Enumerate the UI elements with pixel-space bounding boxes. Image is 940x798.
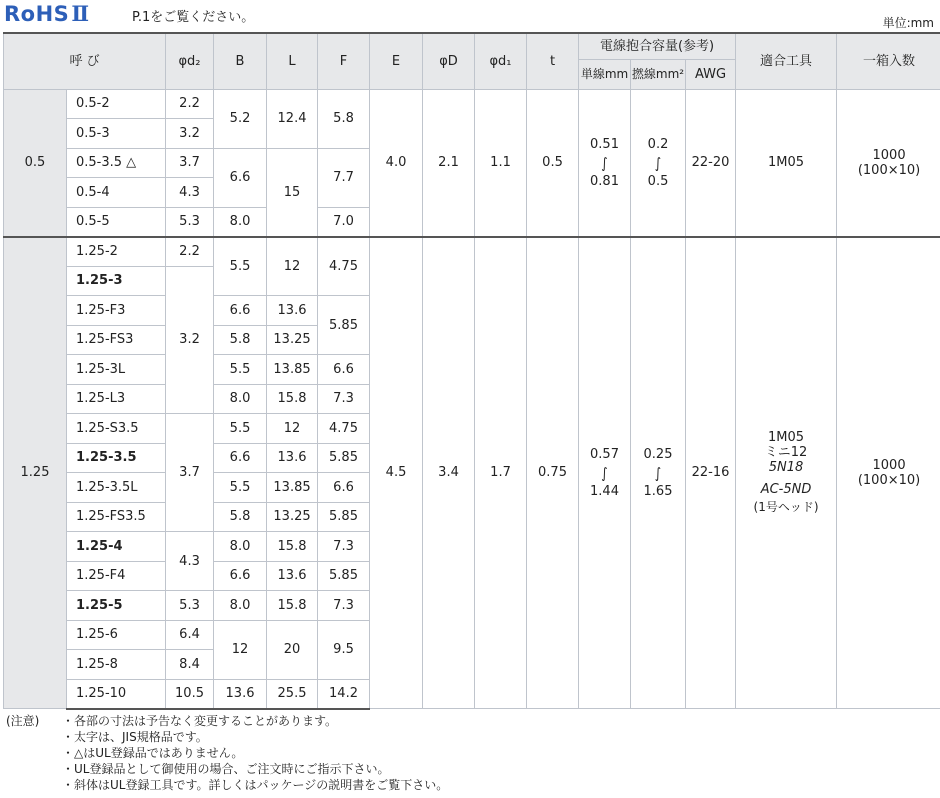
table-cell-b: 8.0 [214, 532, 267, 562]
note-item: ・斜体はUL登録工具です。詳しくはパッケージの説明書をご覧下さい。 [62, 778, 449, 792]
table-cell-name: 1.25-F4 [67, 561, 166, 591]
table-cell-d2: 4.3 [166, 532, 214, 591]
table-cell-d2: 3.2 [166, 119, 214, 149]
table-cell-l: 12 [267, 237, 318, 296]
table-cell-t: 0.5 [527, 89, 579, 237]
note-item: ・太字は、JIS規格品です。 [62, 730, 208, 744]
qty-value: 1000 [872, 457, 906, 473]
col-header-e: E [370, 33, 423, 89]
table-cell-single-range [579, 237, 631, 709]
table-cell-l: 13.6 [267, 443, 318, 473]
col-header-qty: 一箱入数 [837, 33, 940, 89]
qty-detail: (100×10) [857, 162, 921, 178]
table-cell-b: 5.5 [214, 414, 267, 444]
table-cell-l: 15.8 [267, 532, 318, 562]
table-cell-d2: 3.7 [166, 148, 214, 178]
col-header-l: L [267, 33, 318, 89]
table-cell-b: 5.8 [214, 502, 267, 532]
table-cell-name: 0.5-4 [67, 178, 166, 208]
note-item: ・各部の寸法は予告なく変更することがあります。 [62, 714, 338, 728]
table-cell-l: 13.25 [267, 325, 318, 355]
table-cell-l: 15.8 [267, 384, 318, 414]
table-cell-l: 20 [267, 620, 318, 679]
table-cell-name: 0.5-2 [67, 89, 166, 119]
notes-list [62, 713, 662, 793]
table-cell-l: 15.8 [267, 591, 318, 621]
notes-label: (注意) [6, 714, 40, 728]
table-cell-l: 12.4 [267, 89, 318, 148]
table-cell-name: 1.25-S3.5 [67, 414, 166, 444]
table-cell-d2: 2.2 [166, 237, 214, 267]
table-cell-d2: 5.3 [166, 591, 214, 621]
table-cell-stranded-range [631, 237, 686, 709]
spec-table [3, 32, 940, 710]
table-cell-f: 5.85 [318, 443, 370, 473]
table-cell-f: 7.0 [318, 207, 370, 237]
table-cell-d2: 8.4 [166, 650, 214, 680]
table-cell-f: 7.3 [318, 591, 370, 621]
table-cell-stranded-range [631, 89, 686, 237]
table-cell-e: 4.0 [370, 89, 423, 237]
table-cell-tool: 1M05 [736, 89, 837, 237]
col-header-b: B [214, 33, 267, 89]
table-cell-name: 1.25-5 [67, 591, 166, 621]
table-cell-f: 5.85 [318, 296, 370, 355]
stranded-min: 0.25 [643, 446, 673, 462]
table-cell-f: 5.85 [318, 502, 370, 532]
stranded-max: 0.5 [647, 173, 669, 189]
table-cell-b: 5.8 [214, 325, 267, 355]
table-cell-single-range [579, 89, 631, 237]
table-cell-d2: 3.7 [166, 414, 214, 532]
table-cell-f: 4.75 [318, 237, 370, 296]
table-cell-l: 13.85 [267, 473, 318, 503]
table-cell-qty [837, 89, 940, 237]
group-size-0-5: 0.5 [4, 89, 67, 237]
table-cell-l: 15 [267, 148, 318, 237]
table-cell-tool [736, 237, 837, 709]
single-min: 0.51 [590, 136, 619, 152]
table-cell-f: 14.2 [318, 679, 370, 709]
table-cell-e: 4.5 [370, 237, 423, 709]
table-cell-name: 1.25-L3 [67, 384, 166, 414]
stranded-max: 1.65 [643, 483, 673, 499]
range-mark: ∫ [654, 154, 662, 171]
stranded-min: 0.2 [647, 136, 669, 152]
table-cell-d2: 6.4 [166, 620, 214, 650]
table-cell-name: 1.25-FS3.5 [67, 502, 166, 532]
tool-5n18: 5N18 [768, 460, 804, 476]
table-cell-name: 1.25-8 [67, 650, 166, 680]
range-mark: ∫ [654, 464, 662, 482]
col-header-d: φD [423, 33, 475, 89]
table-cell-d1: 1.7 [475, 237, 527, 709]
table-cell-name: 1.25-3L [67, 355, 166, 385]
table-cell-l: 13.25 [267, 502, 318, 532]
header [0, 0, 940, 32]
table-cell-name: 1.25-FS3 [67, 325, 166, 355]
table-cell-d: 3.4 [423, 237, 475, 709]
table-cell-b: 5.2 [214, 89, 267, 148]
qty-detail: (100×10) [857, 472, 921, 488]
table-cell-name: 0.5-3.5 △ [67, 148, 166, 178]
table-cell-name: 1.25-F3 [67, 296, 166, 326]
table-cell-d: 2.1 [423, 89, 475, 237]
table-cell-l: 12 [267, 414, 318, 444]
table-cell-d2: 4.3 [166, 178, 214, 208]
table-cell-f: 5.85 [318, 561, 370, 591]
table-cell-name: 1.25-3 [67, 266, 166, 296]
col-header-stranded: 撚線mm² [631, 59, 686, 89]
table-cell-name: 1.25-4 [67, 532, 166, 562]
col-header-d1: φd₁ [475, 33, 527, 89]
table-cell-awg: 22-16 [686, 237, 736, 709]
table-cell-f: 7.3 [318, 384, 370, 414]
table-cell-qty [837, 237, 940, 709]
table-cell-b: 8.0 [214, 591, 267, 621]
reference-note: P.1をご覧ください。 [132, 10, 255, 25]
col-header-t: t [527, 33, 579, 89]
table-cell-b: 6.6 [214, 443, 267, 473]
range-mark: ∫ [601, 464, 608, 482]
table-cell-b: 8.0 [214, 207, 267, 237]
table-cell-b: 8.0 [214, 384, 267, 414]
col-header-single: 単線mm [579, 59, 631, 89]
table-cell-b: 5.5 [214, 237, 267, 296]
table-cell-f: 5.8 [318, 89, 370, 148]
tool-head-note: (1号ヘッド) [753, 500, 819, 515]
range-mark: ∫ [601, 154, 608, 171]
note-item: ・UL登録品として御使用の場合、ご注文時にご指示下さい。 [62, 762, 390, 776]
table-cell-l: 13.85 [267, 355, 318, 385]
col-header-f: F [318, 33, 370, 89]
table-cell-b: 5.5 [214, 473, 267, 503]
table-cell-b: 6.6 [214, 561, 267, 591]
table-cell-l: 13.6 [267, 296, 318, 326]
tool-mini12: ミニ12 [764, 445, 808, 461]
table-cell-t: 0.75 [527, 237, 579, 709]
tool-ac-5nd: AC-5ND [760, 482, 812, 498]
table-cell-b: 5.5 [214, 355, 267, 385]
table-cell-f: 7.7 [318, 148, 370, 207]
table-cell-name: 1.25-3.5 [67, 443, 166, 473]
table-cell-name: 0.5-5 [67, 207, 166, 237]
col-header-name: 呼 び [4, 33, 166, 89]
col-header-tool: 適合工具 [736, 33, 837, 89]
table-cell-d2: 5.3 [166, 207, 214, 237]
single-max: 1.44 [590, 483, 619, 499]
table-cell-b: 12 [214, 620, 267, 679]
table-cell-b: 13.6 [214, 679, 267, 709]
col-header-d2: φd₂ [166, 33, 214, 89]
group-size-1-25: 1.25 [4, 237, 67, 709]
single-max: 0.81 [590, 173, 619, 189]
table-cell-l: 25.5 [267, 679, 318, 709]
table-cell-f: 4.75 [318, 414, 370, 444]
table-cell-d1: 1.1 [475, 89, 527, 237]
table-cell-b: 6.6 [214, 148, 267, 207]
table-cell-f: 6.6 [318, 355, 370, 385]
rohs-logo: RoHSⅡ [4, 1, 90, 26]
table-cell-b: 6.6 [214, 296, 267, 326]
unit-label: 単位:mm [882, 16, 934, 30]
table-cell-name: 0.5-3 [67, 119, 166, 149]
note-item: ・△はUL登録品ではありません。 [62, 746, 244, 760]
table-cell-name: 1.25-10 [67, 679, 166, 709]
table-cell-name: 1.25-6 [67, 620, 166, 650]
table-cell-f: 7.3 [318, 532, 370, 562]
single-min: 0.57 [590, 446, 619, 462]
qty-value: 1000 [872, 147, 906, 163]
table-cell-name: 1.25-3.5L [67, 473, 166, 503]
table-cell-f: 6.6 [318, 473, 370, 503]
table-cell-f: 9.5 [318, 620, 370, 679]
col-header-wire-group: 電線抱合容量(参考) [579, 33, 736, 59]
tool-1m05: 1M05 [768, 430, 805, 446]
table-cell-d2: 10.5 [166, 679, 214, 709]
table-cell-l: 13.6 [267, 561, 318, 591]
table-cell-d2: 3.2 [166, 266, 214, 414]
col-header-awg: AWG [686, 59, 736, 89]
table-cell-d2: 2.2 [166, 89, 214, 119]
table-cell-name: 1.25-2 [67, 237, 166, 267]
table-cell-awg: 22-20 [686, 89, 736, 237]
